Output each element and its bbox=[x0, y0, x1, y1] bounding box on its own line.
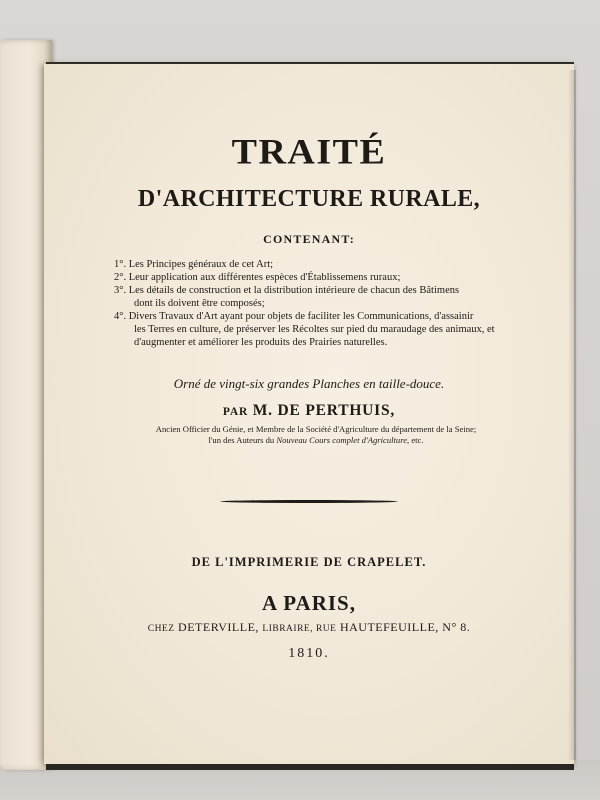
list-item-continuation: les Terres en culture, de préserver les Récoltes sur pied du maraudage des animaux, et d'augmenter et améliorer les produits des Prairies naturelles. bbox=[134, 324, 495, 348]
plates-note: Orné de vingt-six grandes Planches en taille-douce. bbox=[173, 376, 445, 391]
author-desc-pre: l'un des Auteurs du bbox=[208, 435, 275, 445]
publisher-number: N° 8. bbox=[442, 620, 471, 634]
book-title: TRAITÉ bbox=[231, 132, 387, 172]
publisher-name: DETERVILLE, bbox=[178, 620, 259, 634]
publisher-libraire: LIBRAIRE, RUE bbox=[262, 624, 337, 634]
author-desc-line2 bbox=[106, 435, 526, 446]
page-edge-shadow bbox=[568, 70, 576, 760]
contents-heading: CONTENANT: bbox=[263, 232, 355, 246]
list-item-text: 3°. Les détails de construction et la distribution intérieure de chacun des Bâtimens bbox=[114, 285, 460, 296]
list-item bbox=[114, 271, 514, 284]
author-description bbox=[106, 424, 526, 446]
book-subtitle: D'ARCHITECTURE RURALE, bbox=[137, 186, 481, 212]
publisher-line bbox=[44, 620, 574, 635]
publication-year: 1810. bbox=[288, 646, 330, 661]
decorative-rule bbox=[220, 500, 398, 503]
list-item bbox=[114, 310, 514, 349]
title-page bbox=[44, 64, 574, 764]
list-item bbox=[114, 284, 514, 310]
author-desc-work: Nouveau Cours complet d'Agriculture bbox=[276, 435, 408, 445]
list-item-text: 2°. Leur application aux différentes espèces d'Établissemens ruraux; bbox=[114, 272, 401, 283]
author-desc-line1: Ancien Officier du Génie, et Membre de la Société d'Agriculture du département de la Seine; bbox=[155, 424, 477, 434]
author-desc-post: , etc. bbox=[407, 435, 424, 445]
author-line bbox=[44, 402, 574, 420]
list-item-continuation: dont ils doivent être composés; bbox=[134, 298, 265, 309]
printer-line: DE L'IMPRIMERIE DE CRAPELET. bbox=[191, 555, 427, 569]
publisher-chez: CHEZ bbox=[147, 624, 175, 634]
publisher-street: HAUTEFEUILLE, bbox=[339, 620, 439, 634]
list-item-text: 4°. Divers Travaux d'Art ayant pour objets de faciliter les Communications, d'assainir bbox=[114, 311, 474, 322]
contents-list bbox=[114, 258, 514, 349]
author-name: M. DE PERTHUIS, bbox=[252, 402, 396, 419]
list-item-text: 1°. Les Principes généraux de cet Art; bbox=[114, 259, 274, 270]
author-prefix: PAR bbox=[222, 406, 249, 418]
list-item bbox=[114, 258, 514, 271]
city-line: A PARIS, bbox=[262, 591, 356, 615]
